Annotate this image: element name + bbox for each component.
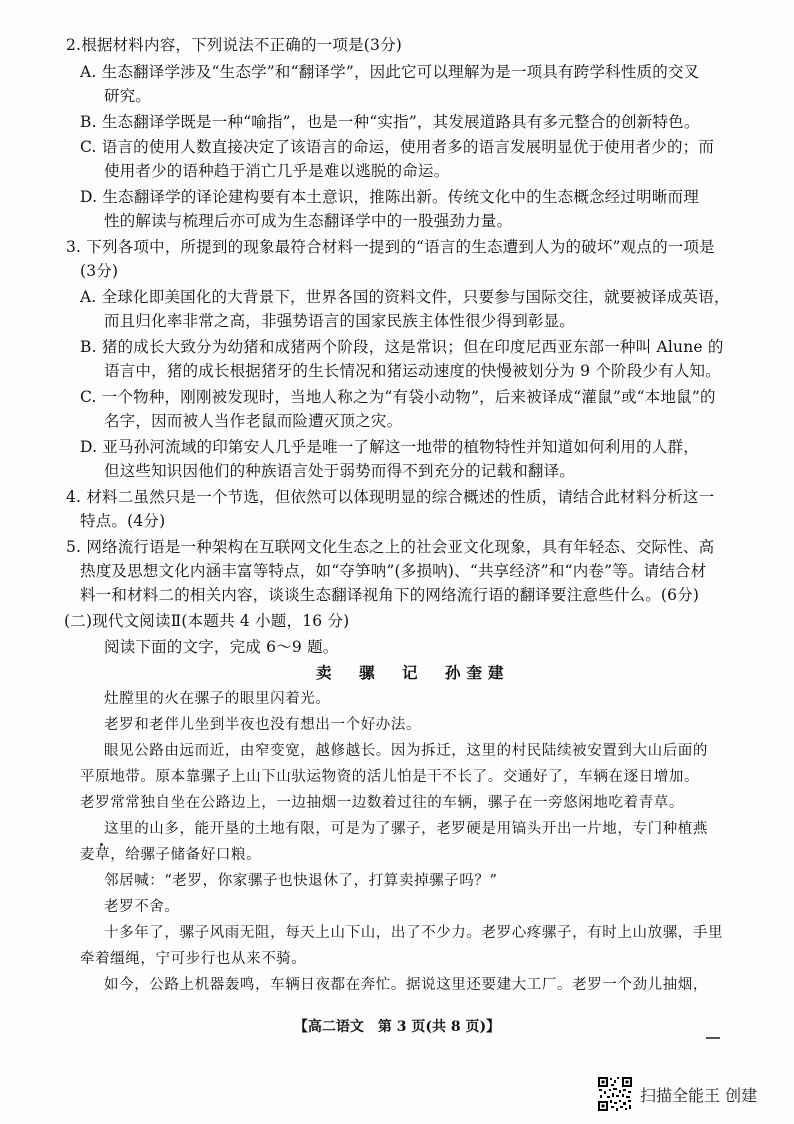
q5-stem-cont-1: 热度及思想文化内涵丰富等特点，如“夺笋呐”(多损呐)、“共享经济”和“内卷”等。请结合材 (80, 562, 707, 580)
story-paragraph: 老罗和老伴儿坐到半夜也没有想出一个好办法。 (104, 717, 422, 733)
q2-option-a: A. 生态翻译学涉及“生态学”和“翻译学”，因此它可以理解为是一项具有跨学科性质的交叉 (80, 63, 700, 81)
section-instruction: 阅读下面的文字，完成 6～9 题。 (104, 638, 339, 656)
q3-option-c: C. 一个物种，刚刚被发现时，当地人称之为“有袋小动物”，后来被译成“灌鼠”或“本地鼠”的 (80, 388, 716, 406)
story-paragraph: 老罗不舍。 (104, 899, 180, 915)
q4-stem: 4. 材料二虽然只是一个节选，但依然可以体现明显的综合概述的性质，请结合此材料分析这一 (66, 488, 715, 506)
story-paragraph: 眼见公路由远而近，由窄变宽，越修越长。因为拆迁，这里的村民陆续被安置到大山后面的 (104, 743, 708, 759)
story-paragraph-cont: 牵着缰绳，宁可步行也从来不骑。 (80, 951, 307, 967)
q3-option-b: B. 猪的成长大致分为幼猪和成猪两个阶段，这是常识；但在印度尼西亚东部一种叫 Alune 的 (80, 338, 724, 356)
qr-code-icon (597, 1076, 633, 1112)
story-paragraph: 灶膛里的火在骡子的眼里闪着光。 (104, 691, 331, 707)
story-paragraph: 这里的山多，能开垦的土地有限，可是为了骡子，老罗硬是用镐头开出一片地，专门种植燕 (104, 821, 708, 837)
q2-option-d-cont: 性的解读与梳理后亦可成为生态翻译学中的一股强劲力量。 (104, 212, 513, 230)
q2-option-c-cont: 使用者少的语种趋于消亡几乎是难以逃脱的命运。 (104, 162, 450, 180)
q2-option-c: C. 语言的使用人数直接决定了该语言的命运，使用者多的语言发展明显优于使用者少的；而 (80, 138, 715, 156)
q3-option-a-cont: 而且归化率非常之高，非强势语言的国家民族主体性很少得到彰显。 (104, 312, 576, 330)
story-paragraph: 邻居喊：“老罗，你家骡子也快退休了，打算卖掉骡子吗？” (104, 873, 498, 889)
story-paragraph-cont: 平原地带。原本靠骡子上山下山驮运物资的活儿怕是干不长了。交通好了，车辆在逐日增加。 (80, 769, 700, 785)
story-paragraph: 十多年了，骡子风雨无阻，每天上山下山，出了不少力。老罗心疼骡子，有时上山放骡，手里 (104, 925, 724, 941)
q3-option-d: D. 亚马孙河流域的印第安人几乎是唯一了解这一地带的植物特性并知道如何利用的人群， (80, 438, 699, 456)
section-heading: (二)现代文阅读Ⅱ(本题共 4 小题，16 分) (64, 612, 350, 630)
q2-option-b: B. 生态翻译学既是一种“喻指”，也是一种“实指”，其发展道路具有多元整合的创新特色。 (80, 113, 700, 131)
story-paragraph: 如今，公路上机器轰鸣，车辆日夜都在奔忙。据说这里还要建大工厂。老罗一个劲儿抽烟， (104, 977, 708, 993)
page-footer: 【高二语文 第 3 页(共 8 页)】 (293, 1019, 501, 1035)
scan-dash-mark (706, 1037, 720, 1039)
q5-stem-cont-2: 料一和材料二的相关内容，谈谈生态翻译视角下的网络流行语的翻译要注意些什么。(6分) (80, 586, 700, 604)
q5-stem: 5. 网络流行语是一种架构在互联网文化生态之上的社会亚文化现象，具有年轻态、交际性、高 (66, 538, 715, 556)
q2-stem: 2.根据材料内容，下列说法不正确的一项是(3分) (66, 36, 403, 54)
q2-option-d: D. 生态翻译学的译论建构要有本土意识，推陈出新。传统文化中的生态概念经过明晰而理 (80, 188, 699, 206)
story-paragraph-cont: 麦草，给骡子储备好口粮。 (80, 847, 262, 863)
q3-option-d-cont: 但这些知识因他们的种族语言处于弱势而得不到充分的记载和翻译。 (104, 462, 576, 480)
story-title: 卖 骡 记 孙奎建 (316, 663, 510, 682)
scanner-watermark: 扫描全能王 创建 (640, 1086, 758, 1105)
q4-stem-cont: 特点。(4分) (80, 512, 166, 530)
q2-option-a-cont: 研究。 (104, 87, 152, 105)
q3-option-c-cont: 名字，因而被人当作老鼠而险遭灭顶之灾。 (104, 412, 403, 430)
q3-stem: 3. 下列各项中，所提到的现象最符合材料一提到的“语言的生态遭到人为的破坏”观点的一项是 (66, 238, 715, 256)
q3-option-a: A. 全球化即美国化的大背景下，世界各国的资料文件，只要参与国际交往，就要被译成英语， (80, 288, 730, 306)
story-paragraph-cont: 老罗常常独自坐在公路边上，一边抽烟一边数着过往的车辆，骡子在一旁悠闲地吃着青草。 (80, 795, 684, 811)
q3-stem-cont: (3分) (80, 262, 119, 280)
q3-option-b-cont: 语言中，猪的成长根据猪牙的生长情况和猪运动速度的快慢被划分为 9 个阶段少有人知。 (104, 362, 721, 380)
